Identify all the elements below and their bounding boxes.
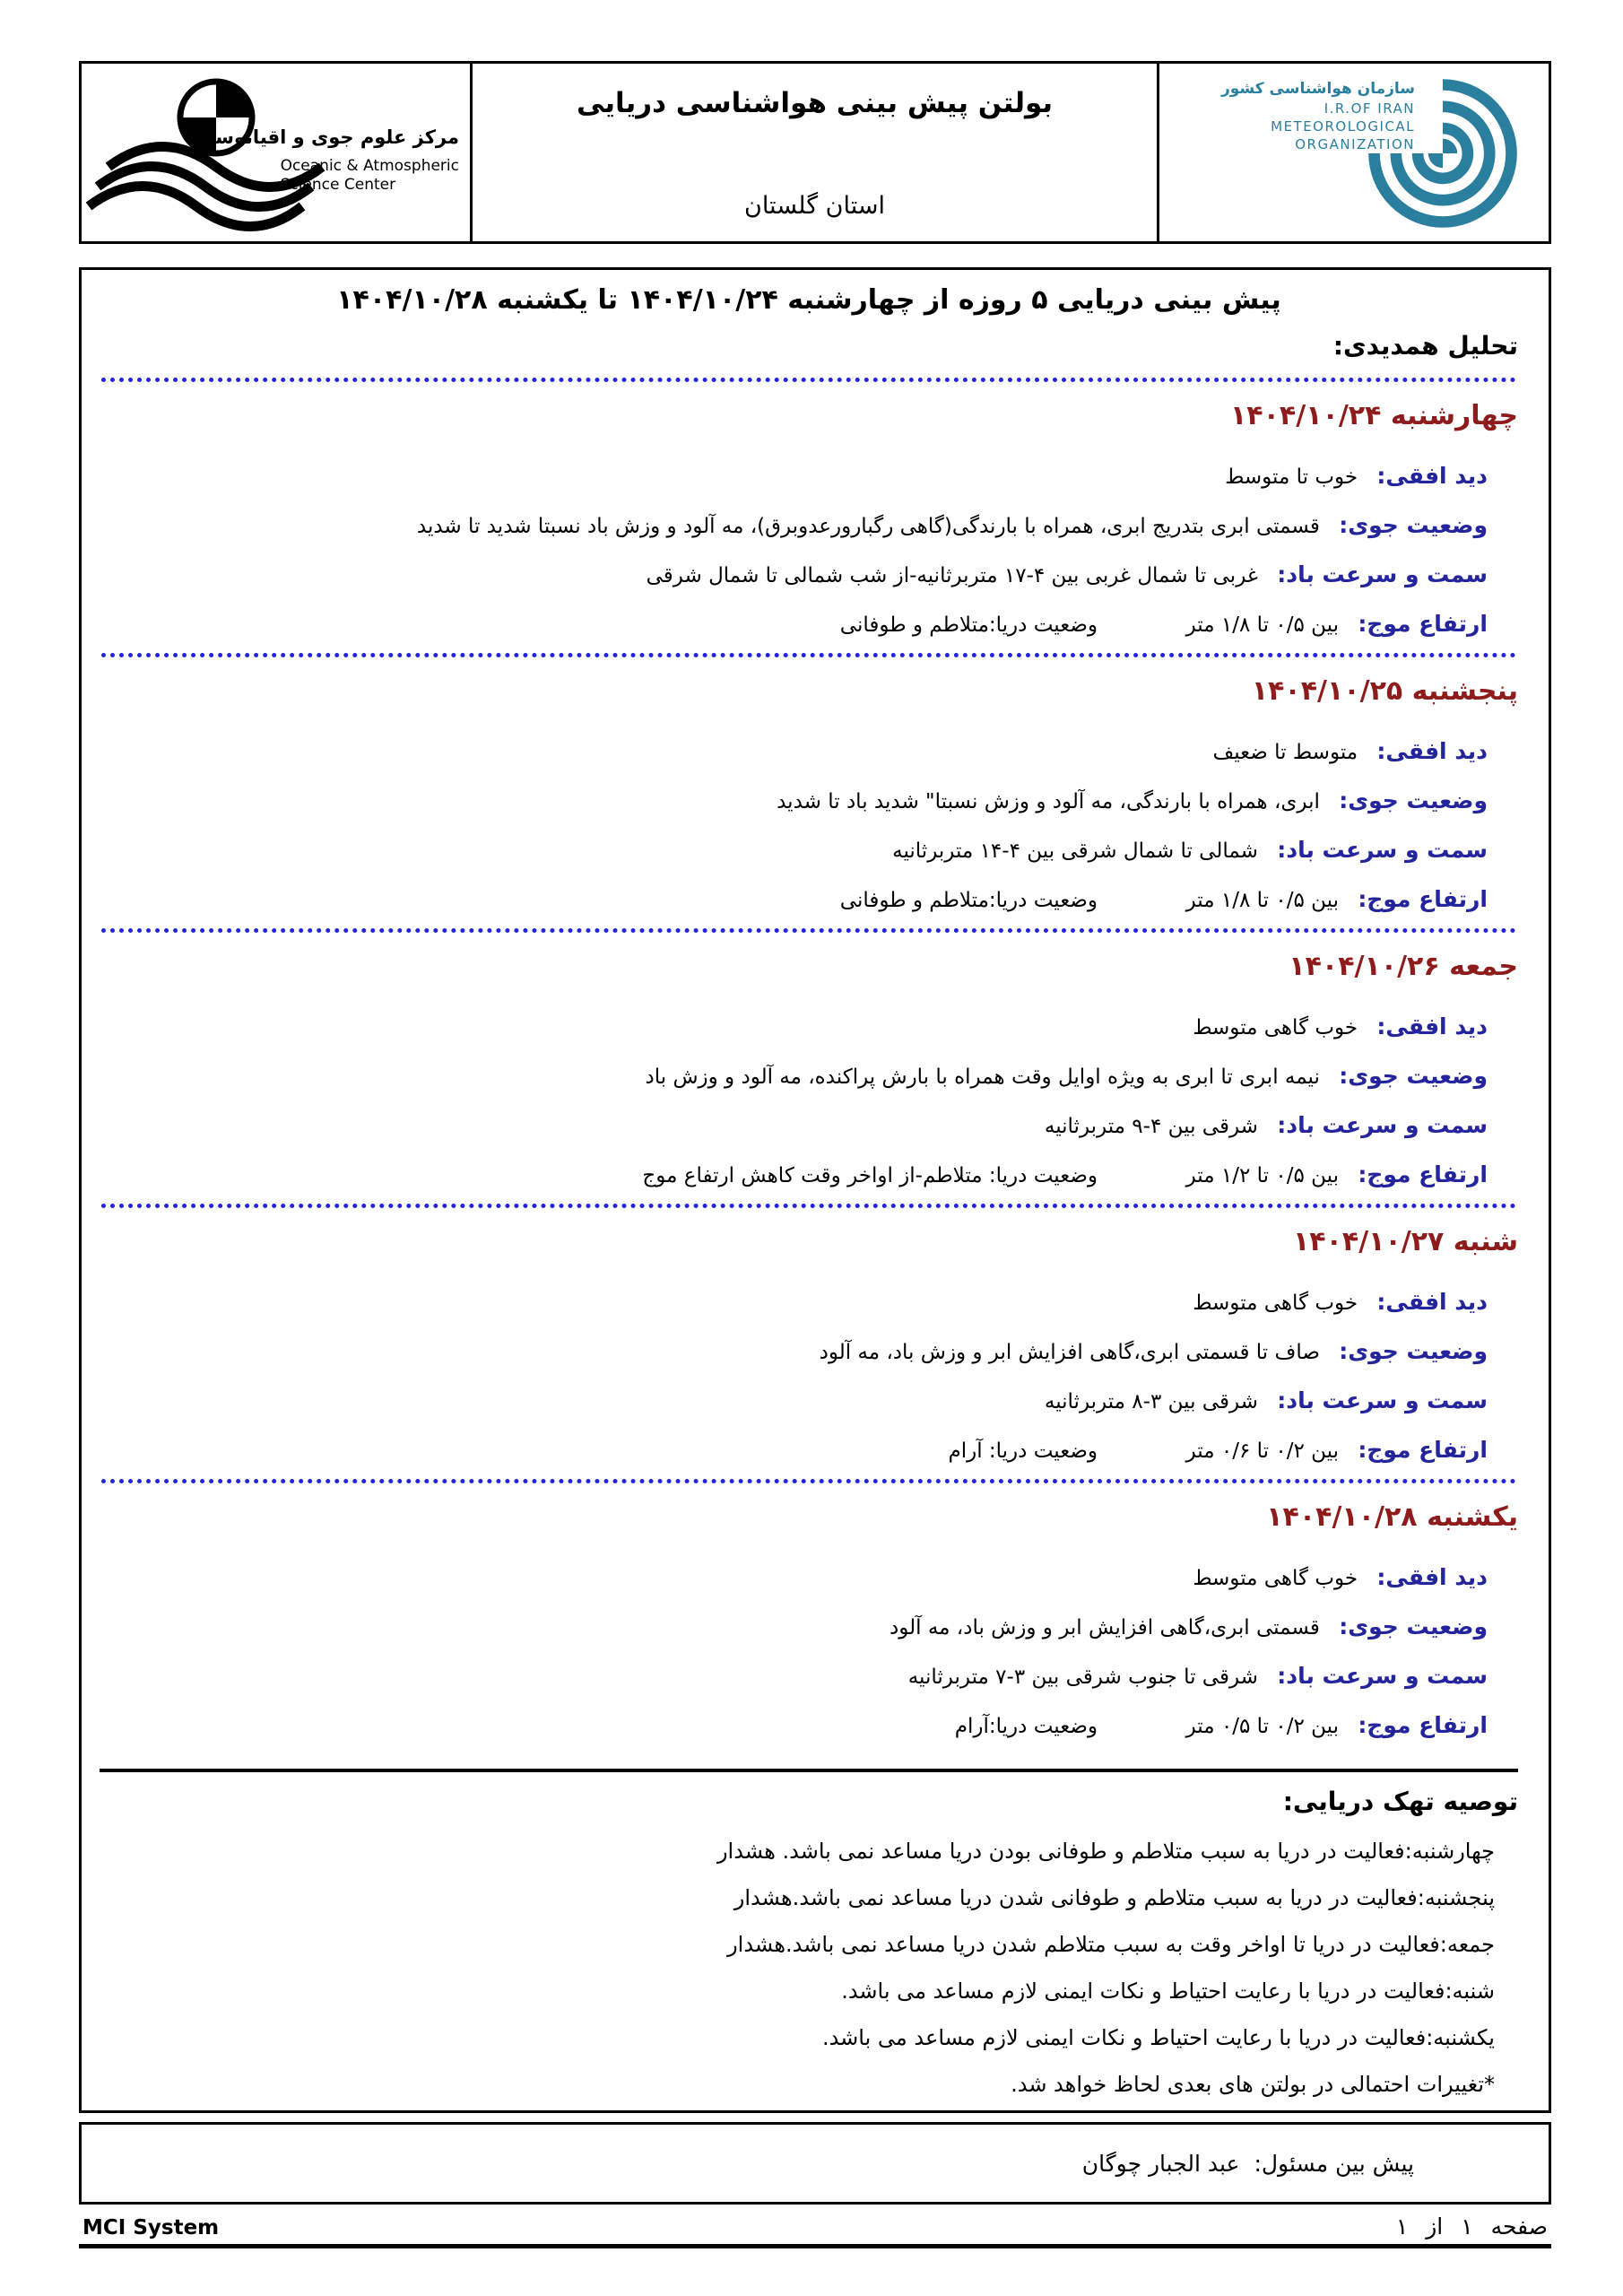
weather-row — [100, 510, 1518, 542]
wave-row — [100, 609, 1518, 640]
wind-row — [100, 835, 1518, 866]
synoptic-analysis-label: تحلیل همدیدی: — [1332, 331, 1518, 361]
wave-label: ارتفاع موج: — [1358, 886, 1488, 912]
dotted-separator — [101, 653, 1516, 657]
weather-label: وضعیت جوی: — [1339, 787, 1488, 813]
solid-separator — [100, 1769, 1518, 1772]
wind-row — [100, 1386, 1518, 1417]
visibility-label: دید افقی: — [1376, 1564, 1488, 1590]
sea-state-value: وضعیت دریا:متلاطم و طوفانی — [839, 613, 1098, 637]
visibility-row — [100, 1562, 1518, 1594]
oasc-logo-cell — [82, 64, 473, 241]
visibility-row — [100, 1012, 1518, 1043]
wind-value: شرقی تا جنوب شرقی بین ۳-۷ متربرثانیه — [907, 1665, 1258, 1689]
wind-value: شمالی تا شمال شرقی بین ۴-۱۴ متربرثانیه — [892, 839, 1258, 863]
wave-value: بین ۰/۵ تا ۱/۸ متر — [1185, 889, 1339, 912]
wave-value: بین ۰/۵ تا ۱/۲ متر — [1185, 1164, 1339, 1187]
day-heading: پنجشنبه ۱۴۰۴/۱۰/۲۵ — [1251, 675, 1518, 707]
visibility-row — [100, 736, 1518, 768]
wave-value: بین ۰/۲ تا ۰/۶ متر — [1185, 1439, 1339, 1463]
oasc-name-farsi: مرکز علوم جوی و اقیانوسی — [195, 126, 459, 148]
sea-state-value: وضعیت دریا:متلاطم و طوفانی — [839, 889, 1098, 912]
wind-label: سمت و سرعت باد: — [1277, 1663, 1488, 1689]
weather-row — [100, 786, 1518, 817]
day-section — [100, 947, 1518, 1208]
forecast-period-title: پیش بینی دریایی ۵ روزه از چهارشنبه ۱۴۰۴/۱۰/۲۴ تا یکشنبه ۱۴۰۴/۱۰/۲۸ — [336, 284, 1281, 316]
dotted-separator — [101, 378, 1516, 382]
weather-label: وضعیت جوی: — [1339, 1338, 1488, 1364]
advisory-line: چهارشنبه:فعالیت در دریا به سبب متلاطم و طوفانی بودن دریا مساعد نمی باشد. هشدار — [716, 1839, 1495, 1864]
wave-label: ارتفاع موج: — [1358, 1161, 1488, 1187]
day-section — [100, 396, 1518, 657]
visibility-value: خوب گاهی متوسط — [1193, 1016, 1358, 1039]
weather-value: قسمتی ابری بتدریج ابری، همراه با بارندگی(گاهی رگبارورعدوبرق)، مه آلود و وزش باد نسبتا شدید تا شدید — [416, 515, 1320, 538]
oasc-logo-icon — [82, 64, 351, 239]
advisory-line: یکشنبه:فعالیت در دریا با رعایت احتیاط و نکات ایمنی لازم مساعد می باشد. — [821, 2025, 1495, 2050]
day-heading: شنبه ۱۴۰۴/۱۰/۲۷ — [1292, 1226, 1518, 1257]
weather-value: صاف تا قسمتی ابری،گاهی افزایش ابر و وزش باد، مه آلود — [819, 1341, 1320, 1364]
day-heading: چهارشنبه ۱۴۰۴/۱۰/۲۴ — [1230, 400, 1518, 431]
irimo-en-line1: I.R.OF IRAN — [1324, 100, 1415, 117]
irimo-en-line3: ORGANIZATION — [1295, 136, 1415, 152]
visibility-value: متوسط تا ضعیف — [1212, 741, 1358, 764]
wind-row — [100, 560, 1518, 591]
wave-label: ارتفاع موج: — [1358, 611, 1488, 637]
wind-label: سمت و سرعت باد: — [1277, 1112, 1488, 1138]
weather-label: وضعیت جوی: — [1339, 1063, 1488, 1089]
wind-value: غربی تا شمال غربی بین ۴-۱۷ متربرثانیه-از شب شمالی تا شمال شرقی — [646, 564, 1258, 587]
system-name: MCI System — [82, 2216, 220, 2239]
visibility-label: دید افقی: — [1376, 1289, 1488, 1315]
visibility-label: دید افقی: — [1376, 463, 1488, 489]
bulletin-title-cell — [473, 64, 1159, 241]
weather-value: قسمتی ابری،گاهی افزایش ابر و وزش باد، مه آلود — [890, 1616, 1320, 1639]
advisory-line: شنبه:فعالیت در دریا با رعایت احتیاط و نکات ایمنی لازم مساعد می باشد. — [841, 1979, 1495, 2004]
forecaster-name: عبد الجبار چوگان — [1081, 2150, 1240, 2177]
wind-value: شرقی بین ۳-۸ متربرثانیه — [1044, 1390, 1258, 1413]
oasc-en-line1: Oceanic & Atmospheric — [280, 157, 459, 175]
sea-state-value: وضعیت دریا: متلاطم-از اواخر وقت کاهش ارتفاع موج — [642, 1164, 1098, 1187]
wind-row — [100, 1661, 1518, 1692]
dotted-separator — [101, 928, 1516, 933]
weather-label: وضعیت جوی: — [1339, 1613, 1488, 1639]
weather-row — [100, 1612, 1518, 1643]
irimo-logo-icon — [1362, 73, 1523, 234]
sea-state-value: وضعیت دریا: آرام — [948, 1439, 1098, 1463]
irimo-name-farsi: سازمان هواشناسی کشور — [1220, 80, 1415, 98]
visibility-label: دید افقی: — [1376, 1013, 1488, 1039]
weather-value: نیمه ابری تا ابری به ویژه اوایل وقت همراه با بارش پراکنده، مه آلود و وزش باد — [645, 1065, 1320, 1089]
sea-state-value: وضعیت دریا:آرام — [954, 1715, 1098, 1738]
marine-advisory-title: توصیه تهک دریایی: — [1282, 1787, 1518, 1816]
irimo-logo-cell — [1159, 64, 1549, 241]
visibility-label: دید افقی: — [1376, 738, 1488, 764]
weather-row — [100, 1336, 1518, 1368]
irimo-en-line2: METEOROLOGICAL — [1271, 118, 1415, 135]
oasc-en-line2: Science Center — [280, 176, 396, 194]
wind-label: سمت و سرعت باد: — [1277, 1387, 1488, 1413]
forecaster-label: پیش بین مسئول: — [1254, 2150, 1414, 2177]
visibility-value: خوب گاهی متوسط — [1193, 1292, 1358, 1315]
forecaster-box — [79, 2122, 1551, 2205]
weather-value: ابری، همراه با بارندگی، مه آلود و وزش نسبتا" شدید باد تا شدید — [777, 790, 1320, 813]
wave-value: بین ۰/۵ تا ۱/۸ متر — [1185, 613, 1339, 637]
weather-row — [100, 1061, 1518, 1092]
bulletin-title: بولتن پیش بینی هواشناسی دریایی — [576, 87, 1054, 119]
advisory-line: پنجشنبه:فعالیت در دریا به سبب متلاطم و طوفانی شدن دریا مساعد نمی باشد.هشدار — [733, 1885, 1495, 1910]
wave-row — [100, 1160, 1518, 1191]
day-heading: یکشنبه ۱۴۰۴/۱۰/۲۸ — [1266, 1501, 1518, 1533]
wind-value: شرقی بین ۴-۹ متربرثانیه — [1044, 1115, 1258, 1138]
advisory-line: جمعه:فعالیت در دریا تا اواخر وقت به سبب متلاطم شدن دریا مساعد نمی باشد.هشدار — [727, 1932, 1495, 1957]
wave-value: بین ۰/۲ تا ۰/۵ متر — [1185, 1715, 1339, 1738]
wind-label: سمت و سرعت باد: — [1277, 561, 1488, 587]
day-heading: جمعه ۱۴۰۴/۱۰/۲۶ — [1289, 951, 1518, 982]
visibility-row — [100, 461, 1518, 492]
wave-label: ارتفاع موج: — [1358, 1712, 1488, 1738]
bulletin-subtitle: استان گلستان — [744, 192, 885, 220]
day-section — [100, 1498, 1518, 1742]
day-section — [100, 672, 1518, 933]
advisory-note: *تغییرات احتمالی در بولتن های بعدی لحاظ خواهد شد. — [1011, 2072, 1495, 2097]
day-section — [100, 1222, 1518, 1483]
visibility-value: خوب گاهی متوسط — [1193, 1567, 1358, 1590]
dotted-separator — [101, 1479, 1516, 1483]
weather-label: وضعیت جوی: — [1339, 512, 1488, 538]
forecast-body — [79, 267, 1551, 2113]
page-footer — [79, 2213, 1551, 2248]
wave-label: ارتفاع موج: — [1358, 1437, 1488, 1463]
wind-label: سمت و سرعت باد: — [1277, 837, 1488, 863]
bulletin-header — [79, 61, 1551, 244]
dotted-separator — [101, 1204, 1516, 1208]
visibility-row — [100, 1287, 1518, 1318]
wind-row — [100, 1110, 1518, 1142]
page-number: صفحه ۱ از ۱ — [1395, 2213, 1548, 2239]
oasc-name-english — [281, 157, 459, 195]
wave-row — [100, 884, 1518, 916]
wave-row — [100, 1435, 1518, 1466]
visibility-value: خوب تا متوسط — [1225, 465, 1358, 489]
wave-row — [100, 1710, 1518, 1742]
